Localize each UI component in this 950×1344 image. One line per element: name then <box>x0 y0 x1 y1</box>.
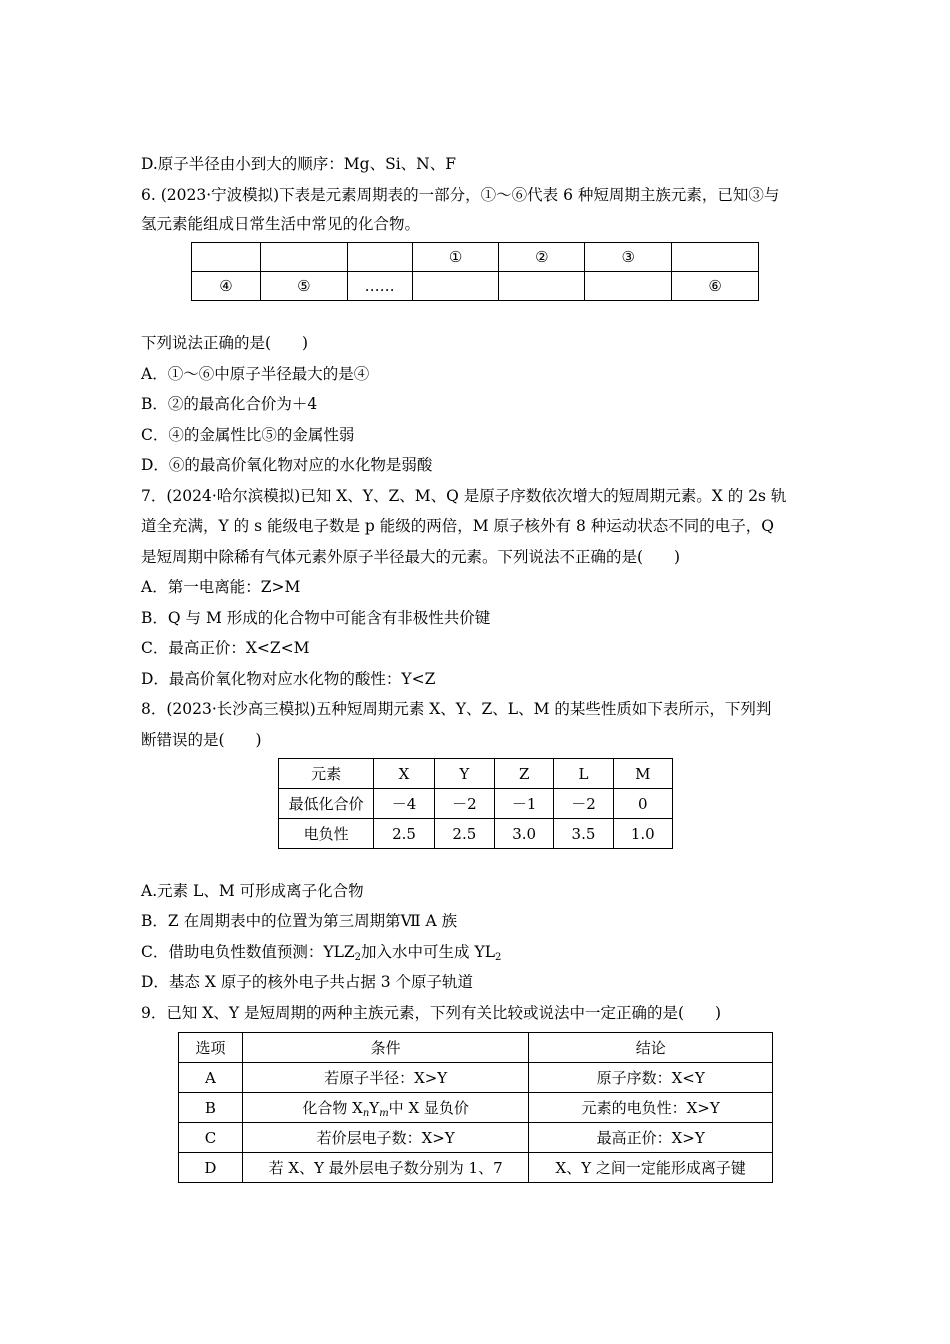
q8-stem-line-2: 断错误的是( ) <box>141 731 262 749</box>
q9-stem: 9．已知 X、Y 是短周期的两种主族元素，下列有关比较或说法中一定正确的是( ) <box>141 1004 722 1022</box>
table-cell <box>412 272 499 301</box>
table-cell: 若原子半径：X>Y <box>242 1063 529 1093</box>
table-cell: B <box>179 1093 243 1123</box>
table-cell <box>585 272 672 301</box>
table-cell: 2.5 <box>374 819 434 849</box>
q7-option-d: D．最高价氧化物对应水化物的酸性：Y<Z <box>141 670 436 688</box>
q8-option-b: B．Z 在周期表中的位置为第三周期第Ⅶ A 族 <box>141 912 458 930</box>
table-cell: ③ <box>585 243 672 272</box>
table-row <box>192 243 759 272</box>
q8-option-c <box>141 942 501 968</box>
q8-option-a: A.元素 L、M 可形成离子化合物 <box>141 882 364 900</box>
q7-stem-line-3: 是短周期中除稀有气体元素外原子半径最大的元素。下列说法不正确的是( ) <box>141 548 681 566</box>
table-header-cell: 结论 <box>529 1033 773 1063</box>
q9-options-table <box>178 1032 773 1183</box>
q6-question: 下列说法正确的是( ) <box>141 334 309 352</box>
table-cell <box>242 1093 529 1123</box>
table-cell: 2.5 <box>434 819 494 849</box>
table-cell: M <box>613 759 672 789</box>
q8-option-c-text: C．借助电负性数值预测：YLZ <box>141 943 355 961</box>
q8-option-d: D．基态 X 原子的核外电子共占据 3 个原子轨道 <box>141 973 474 991</box>
subscript: m <box>379 1107 389 1119</box>
table-cell <box>499 272 585 301</box>
q6-option-d: D．⑥的最高价氧化物对应的水化物是弱酸 <box>141 456 433 474</box>
table-cell: ⑤ <box>260 272 347 301</box>
q6-option-c: C．④的金属性比⑤的金属性弱 <box>141 426 355 444</box>
cell-text: 中 X 显负价 <box>388 1098 469 1117</box>
table-cell <box>192 243 261 272</box>
table-cell: 电负性 <box>279 819 374 849</box>
table-cell: …… <box>347 272 412 301</box>
table-cell <box>260 243 347 272</box>
table-row <box>279 819 673 849</box>
table-cell: －2 <box>434 789 494 819</box>
table-cell: －2 <box>554 789 613 819</box>
table-row <box>279 759 673 789</box>
table-row <box>192 272 759 301</box>
table-cell: 3.5 <box>554 819 613 849</box>
q7-option-c: C．最高正价：X<Z<M <box>141 639 310 657</box>
table-cell: 元素 <box>279 759 374 789</box>
table-cell: ④ <box>192 272 261 301</box>
table-header-cell: 条件 <box>242 1033 529 1063</box>
table-cell: 3.0 <box>495 819 554 849</box>
table-row <box>179 1093 773 1123</box>
table-cell: 若价层电子数：X>Y <box>242 1123 529 1153</box>
cell-text: Y <box>369 1098 380 1117</box>
table-cell: 原子序数：X<Y <box>529 1063 773 1093</box>
table-row <box>179 1063 773 1093</box>
q7-option-a: A．第一电离能：Z>M <box>141 578 301 596</box>
table-row <box>179 1033 773 1063</box>
q8-stem-line-1: 8．(2023·长沙高三模拟)五种短周期元素 X、Y、Z、L、M 的某些性质如下表所示，下列判 <box>141 700 772 718</box>
table-row <box>279 789 673 819</box>
table-cell: Y <box>434 759 494 789</box>
table-cell: 最高正价：X>Y <box>529 1123 773 1153</box>
table-cell: ② <box>499 243 585 272</box>
table-cell: 若 X、Y 最外层电子数分别为 1、7 <box>242 1153 529 1183</box>
cell-text: 化合物 X <box>302 1098 363 1117</box>
q6-stem-line-1: 6. (2023·宁波模拟)下表是元素周期表的一部分，①～⑥代表 6 种短周期主族元素，已知③与 <box>141 186 780 204</box>
table-cell: L <box>554 759 613 789</box>
table-cell: X <box>374 759 434 789</box>
table-cell <box>347 243 412 272</box>
table-cell: A <box>179 1063 243 1093</box>
table-row <box>179 1153 773 1183</box>
table-cell: Z <box>495 759 554 789</box>
subscript: n <box>362 1107 370 1119</box>
table-cell: 1.0 <box>613 819 672 849</box>
table-cell: 元素的电负性：X>Y <box>529 1093 773 1123</box>
q6-option-a: A．①～⑥中原子半径最大的是④ <box>141 365 370 383</box>
table-row <box>179 1123 773 1153</box>
q7-stem-line-2: 道全充满，Y 的 s 能级电子数是 p 能级的两倍，M 原子核外有 8 种运动状态不同的电子，Q <box>141 517 774 535</box>
q8-properties-table <box>278 758 673 849</box>
q7-stem-line-1: 7．(2024·哈尔滨模拟)已知 X、Y、Z、M、Q 是原子序数依次增大的短周期元素。X 的 2s 轨 <box>141 487 787 505</box>
table-cell: －4 <box>374 789 434 819</box>
q7-option-b: B．Q 与 M 形成的化合物中可能含有非极性共价键 <box>141 609 491 627</box>
q8-option-c-text: 加入水中可生成 YL <box>361 943 495 961</box>
table-cell: C <box>179 1123 243 1153</box>
subscript: 2 <box>494 952 502 963</box>
subscript: 2 <box>354 952 362 963</box>
table-cell <box>672 243 759 272</box>
q6-stem-line-2: 氢元素能组成日常生活中常见的化合物。 <box>141 215 421 233</box>
table-cell: ① <box>412 243 499 272</box>
table-cell: －1 <box>495 789 554 819</box>
q6-option-b: B．②的最高化合价为＋4 <box>141 395 318 413</box>
table-header-cell: 选项 <box>179 1033 243 1063</box>
table-cell: D <box>179 1153 243 1183</box>
table-cell: 最低化合价 <box>279 789 374 819</box>
q5-option-d: D.原子半径由小到大的顺序：Mg、Si、N、F <box>141 155 456 173</box>
q6-periodic-table <box>191 242 759 301</box>
table-cell: X、Y 之间一定能形成离子键 <box>529 1153 773 1183</box>
table-cell: 0 <box>613 789 672 819</box>
table-cell: ⑥ <box>672 272 759 301</box>
